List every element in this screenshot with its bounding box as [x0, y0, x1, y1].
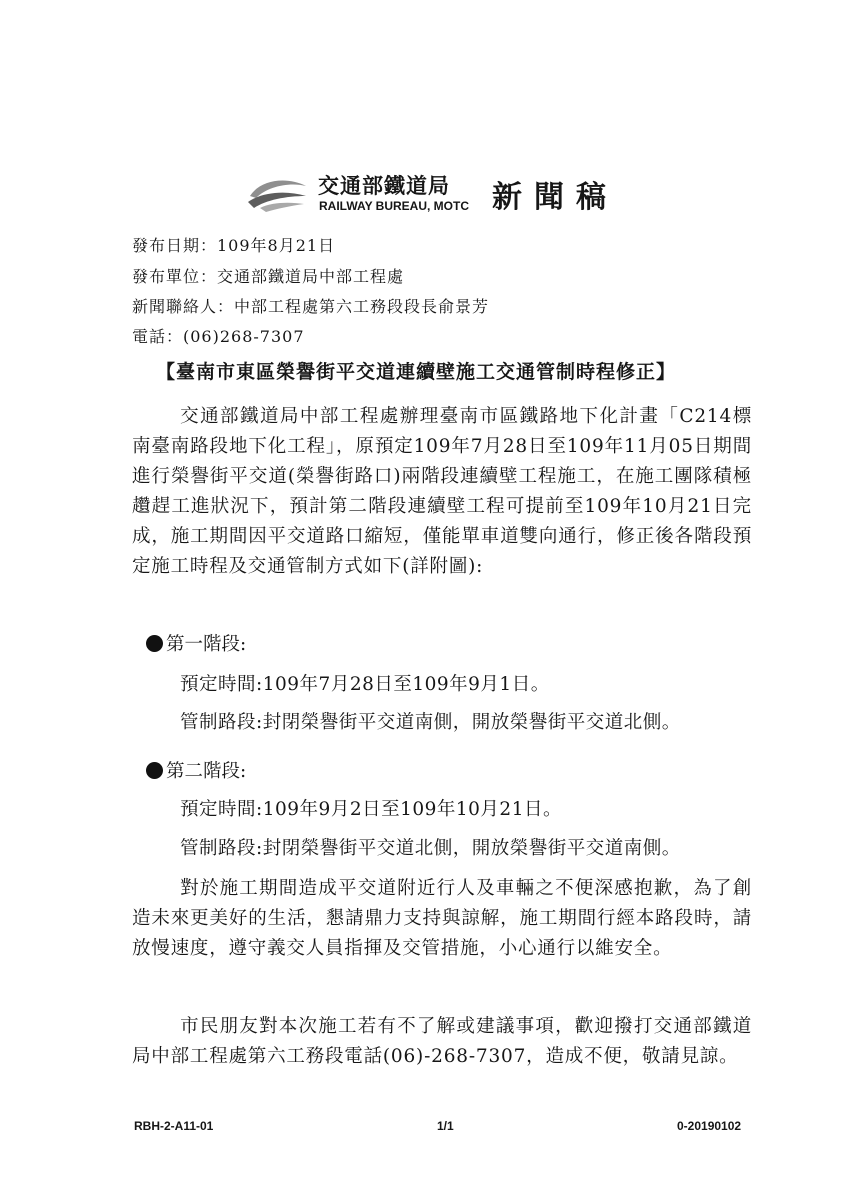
org-name-en: RAILWAY BUREAU, MOTC [319, 199, 470, 213]
phase-2-label: 第二階段: [166, 761, 247, 782]
phase-1-heading [146, 630, 246, 656]
phase-1-label: 第一階段: [166, 634, 247, 655]
bullet-dot-icon [146, 635, 163, 652]
contact-paragraph: 市民朋友對本次施工若有不了解或建議事項，歡迎撥打交通部鐵道局中部工程處第六工務段電話(06)-268-7307，造成不便，敬請見諒。 [132, 1016, 752, 1067]
bullet-dot-icon [146, 762, 163, 779]
page-number: 1/1 [437, 1119, 454, 1133]
letterhead [246, 168, 646, 220]
document-type-heading: 新聞稿 [492, 180, 618, 215]
apology-paragraph: 對於施工期間造成平交道附近行人及車輛之不便深感抱歉，為了創造未來更美好的生活，懇請鼎力支持與諒解，施工期間行經本路段時，請放慢速度，遵守義交人員指揮及交管措施，小心通行以維安全。 [132, 878, 752, 959]
press-contact: 新聞聯絡人：中部工程處第六工務段段長俞景芳 [132, 297, 490, 316]
release-date: 發布日期：109年8月21日 [132, 236, 336, 255]
railway-bureau-logo-icon [246, 174, 308, 214]
org-name-zh: 交通部鐵道局 [318, 174, 450, 198]
intro-paragraph: 交通部鐵道局中部工程處辦理臺南市區鐵路地下化計畫「C214標南臺南路段地下化工程」，原預定109年7月28日至109年11月05日期間進行榮譽街平交道(榮譽街路口)兩階段連續壁工程施工，在施工團隊積極趲趕工進狀況下，預計第二階段連續壁工程可提前至109年10月21日完成，施工期間因平交道路口縮短，僅能單車道雙向通行，修正後各階段預定施工時程及交通管制方式如下(詳附圖): [132, 406, 752, 577]
press-release-title: 【臺南市東區榮譽街平交道連續壁施工交通管制時程修正】 [156, 361, 677, 383]
contact-phone: 電話：(06)268-7307 [132, 327, 305, 346]
phase-1-control: 管制路段:封閉榮譽街平交道南側，開放榮譽街平交道北側。 [180, 712, 681, 733]
phase-2-schedule: 預定時間:109年9月2日至109年10月21日。 [180, 799, 562, 820]
phase-2-heading [146, 757, 246, 783]
release-unit: 發布單位：交通部鐵道局中部工程處 [132, 267, 405, 286]
phase-1-schedule: 預定時間:109年7月28日至109年9月1日。 [180, 674, 550, 695]
phase-2-control: 管制路段:封閉榮譽街平交道北側，開放榮譽街平交道南側。 [180, 838, 681, 859]
form-code: RBH-2-A11-01 [134, 1119, 214, 1133]
version-code: 0-20190102 [677, 1119, 742, 1133]
